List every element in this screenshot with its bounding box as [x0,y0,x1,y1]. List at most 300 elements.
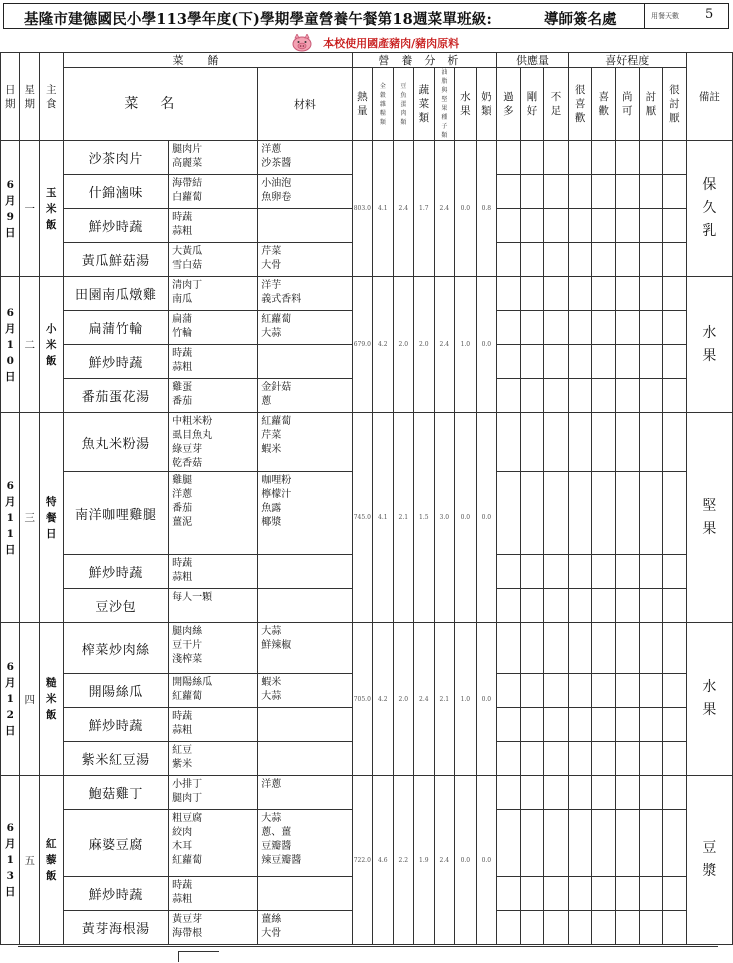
rating-checkbox[interactable] [497,877,521,911]
ingredient: 大蒜 [261,626,282,637]
rating-checkbox[interactable] [592,277,616,311]
col-dish-name: 菜名 [63,68,258,141]
nutrition-protein: 2.0 [393,277,414,413]
rating-checkbox[interactable] [568,911,592,945]
rating-checkbox[interactable] [497,776,521,810]
rating-checkbox[interactable] [592,209,616,243]
rating-checkbox[interactable] [615,379,639,413]
ingredient: 大黃瓜 [172,246,203,257]
nutrition-grains: 4.2 [373,277,394,413]
pork-notice-text: 本校使用國產豬肉/豬肉原料 [323,36,460,50]
ingredients-b [258,277,352,311]
nutrition-calories: 705.0 [352,623,373,776]
rating-checkbox[interactable] [592,413,616,472]
rating-checkbox[interactable] [520,311,544,345]
rating-checkbox[interactable] [639,623,663,674]
rating-checkbox[interactable] [544,708,569,742]
day-remark: 堅 果 [686,413,732,623]
rating-checkbox[interactable] [568,175,592,209]
rating-checkbox[interactable] [639,472,663,555]
rating-checkbox[interactable] [639,243,663,277]
rating-checkbox[interactable] [544,555,569,589]
table-row [1,776,733,810]
ingredient: 洋蔥 [172,489,193,500]
rating-checkbox[interactable] [615,472,639,555]
ingredient: 大蒜 [261,328,282,339]
dish-name: 豆沙包 [63,589,169,623]
rating-checkbox[interactable] [592,877,616,911]
ingredients-a [169,311,258,345]
rating-checkbox[interactable] [568,413,592,472]
ingredients-a [169,877,258,911]
rating-checkbox[interactable] [520,345,544,379]
rating-checkbox[interactable] [615,141,639,175]
col-just-right: 剛 好 [520,68,544,141]
ingredients-b [258,311,352,345]
rating-checkbox[interactable] [663,810,687,877]
rating-checkbox[interactable] [615,345,639,379]
rating-checkbox[interactable] [592,141,616,175]
nutrition-grains: 4.1 [373,141,394,277]
nutrition-oils: 2.4 [434,277,455,413]
rating-checkbox[interactable] [615,555,639,589]
ingredients-b [258,413,352,472]
ingredient: 蒜粗 [172,725,193,736]
table-body [1,53,733,945]
rating-checkbox[interactable] [639,345,663,379]
ingredient: 小排丁 [172,779,203,790]
rating-checkbox[interactable] [568,877,592,911]
ingredients-a [169,674,258,708]
rating-checkbox[interactable] [568,742,592,776]
rating-checkbox[interactable] [592,708,616,742]
rating-checkbox[interactable] [544,810,569,877]
rating-checkbox[interactable] [544,742,569,776]
nutrition-calories: 745.0 [352,413,373,623]
rating-checkbox[interactable] [592,175,616,209]
rating-checkbox[interactable] [592,379,616,413]
rating-checkbox[interactable] [663,623,687,674]
ingredient: 雞腿 [172,475,193,486]
col-fruit: 水 果 [455,68,477,141]
rating-checkbox[interactable] [544,311,569,345]
ingredient: 大蒜 [261,813,282,824]
ingredients-a [169,776,258,810]
rating-checkbox[interactable] [568,623,592,674]
dish-name: 魚丸米粉湯 [63,413,169,472]
ingredient: 腿肉丁 [172,793,203,804]
dish-name: 黃瓜鮮菇湯 [63,243,169,277]
rating-checkbox[interactable] [520,175,544,209]
rating-checkbox[interactable] [520,810,544,877]
rating-checkbox[interactable] [544,413,569,472]
rating-checkbox[interactable] [592,311,616,345]
rating-checkbox[interactable] [663,708,687,742]
ingredient: 蔥 [261,396,272,407]
rating-checkbox[interactable] [497,345,521,379]
rating-checkbox[interactable] [544,911,569,945]
rating-checkbox[interactable] [544,589,569,623]
rating-checkbox[interactable] [544,674,569,708]
ingredient: 每人一顆 [172,592,213,603]
ingredient: 黃豆芽 [172,914,203,925]
rating-checkbox[interactable] [615,810,639,877]
rating-checkbox[interactable] [520,589,544,623]
rating-checkbox[interactable] [592,243,616,277]
ingredient: 蒜粗 [172,572,193,583]
rating-checkbox[interactable] [615,589,639,623]
rating-checkbox[interactable] [615,776,639,810]
ingredient: 蒜粗 [172,894,193,905]
rating-checkbox[interactable] [639,141,663,175]
rating-checkbox[interactable] [663,555,687,589]
rating-checkbox[interactable] [520,776,544,810]
rating-checkbox[interactable] [639,209,663,243]
rating-checkbox[interactable] [592,345,616,379]
rating-checkbox[interactable] [520,243,544,277]
col-not-enough: 不 足 [544,68,569,141]
rating-checkbox[interactable] [639,674,663,708]
rating-checkbox[interactable] [520,413,544,472]
dish-name: 開陽絲瓜 [63,674,169,708]
ingredient: 紅蘿蔔 [172,691,203,702]
ingredients-a [169,141,258,175]
col-calories: 熱 量 [352,68,373,141]
rating-checkbox[interactable] [615,243,639,277]
footer-remnant [18,946,718,963]
ingredient: 大骨 [261,260,282,271]
rating-checkbox[interactable] [663,413,687,472]
nutrition-fruit: 0.0 [455,776,477,945]
ingredients-b [258,345,352,379]
rating-checkbox[interactable] [615,877,639,911]
rating-checkbox[interactable] [497,708,521,742]
rating-checkbox[interactable] [568,589,592,623]
ingredients-a [169,742,258,776]
nutrition-dairy: 0.0 [476,623,497,776]
rating-checkbox[interactable] [592,776,616,810]
rating-checkbox[interactable] [639,877,663,911]
rating-checkbox[interactable] [639,175,663,209]
ingredients-b [258,742,352,776]
table-row [1,413,733,472]
ingredients-a [169,589,258,623]
rating-checkbox[interactable] [497,379,521,413]
rating-checkbox[interactable] [592,742,616,776]
rating-checkbox[interactable] [663,141,687,175]
ingredient: 時蔬 [172,212,193,223]
rating-checkbox[interactable] [497,742,521,776]
rating-checkbox[interactable] [639,776,663,810]
rating-checkbox[interactable] [544,175,569,209]
rating-checkbox[interactable] [639,311,663,345]
rating-checkbox[interactable] [663,311,687,345]
ingredient: 海帶結 [172,178,203,189]
nutrition-oils: 3.0 [434,413,455,623]
rating-checkbox[interactable] [544,141,569,175]
rating-checkbox[interactable] [520,209,544,243]
ingredients-b [258,877,352,911]
ingredients-b [258,708,352,742]
day-staple: 特 餐 日 [39,413,63,623]
dish-name: 鮮炒時蔬 [63,345,169,379]
col-grains: 全 穀 雜 糧 類 [373,68,394,141]
ingredients-b [258,623,352,674]
rating-checkbox[interactable] [592,810,616,877]
ingredient: 薑絲 [261,914,282,925]
ingredient: 洋蔥 [261,144,282,155]
col-date: 日 期 [1,53,20,141]
rating-checkbox[interactable] [615,175,639,209]
col-preference-group: 喜好程度 [568,53,686,68]
nutrition-grains: 4.6 [373,776,394,945]
col-menu-group: 菜餚 [63,53,352,68]
ingredient: 紅蘿蔔 [261,416,292,427]
rating-checkbox[interactable] [568,379,592,413]
rating-checkbox[interactable] [615,911,639,945]
col-staple: 主 食 [39,53,63,141]
header-bar [3,3,729,29]
rating-checkbox[interactable] [520,674,544,708]
ingredient: 海帶根 [172,928,203,939]
ingredient: 大蒜 [261,691,282,702]
table-row [1,623,733,674]
rating-checkbox[interactable] [544,776,569,810]
ingredients-b [258,776,352,810]
ingredient: 白蘿蔔 [172,192,203,203]
col-dairy: 奶 類 [476,68,497,141]
rating-checkbox[interactable] [663,209,687,243]
nutrition-vegetables: 1.7 [414,141,435,277]
nutrition-protein: 2.1 [393,413,414,623]
ingredient: 腿肉絲 [172,626,203,637]
rating-checkbox[interactable] [615,674,639,708]
day-date: 6 月 1 1 日 [1,413,20,623]
ingredients-b [258,555,352,589]
rating-checkbox[interactable] [663,742,687,776]
rating-checkbox[interactable] [497,810,521,877]
rating-checkbox[interactable] [663,345,687,379]
rating-checkbox[interactable] [663,911,687,945]
rating-checkbox[interactable] [520,472,544,555]
rating-checkbox[interactable] [544,345,569,379]
ingredient: 竹輪 [172,328,193,339]
rating-checkbox[interactable] [520,911,544,945]
day-weekday: 四 [20,623,39,776]
nutrition-dairy: 0.0 [476,277,497,413]
dish-name: 鮮炒時蔬 [63,877,169,911]
ingredient: 虱目魚丸 [172,430,213,441]
ingredient: 清肉丁 [172,280,203,291]
day-weekday: 五 [20,776,39,945]
rating-checkbox[interactable] [592,472,616,555]
rating-checkbox[interactable] [520,277,544,311]
rating-checkbox[interactable] [663,175,687,209]
rating-checkbox[interactable] [639,555,663,589]
rating-checkbox[interactable] [663,379,687,413]
rating-checkbox[interactable] [497,555,521,589]
rating-checkbox[interactable] [639,810,663,877]
rating-checkbox[interactable] [568,243,592,277]
rating-checkbox[interactable] [497,589,521,623]
rating-checkbox[interactable] [592,911,616,945]
rating-checkbox[interactable] [497,311,521,345]
rating-checkbox[interactable] [544,877,569,911]
rating-checkbox[interactable] [568,141,592,175]
ingredient: 蒜粗 [172,226,193,237]
col-ingredients: 材料 [258,68,352,141]
rating-checkbox[interactable] [663,277,687,311]
rating-checkbox[interactable] [520,623,544,674]
ingredient: 粗豆腐 [172,813,203,824]
rating-checkbox[interactable] [615,742,639,776]
rating-checkbox[interactable] [568,674,592,708]
ingredient: 絞肉 [172,827,193,838]
rating-checkbox[interactable] [568,708,592,742]
rating-checkbox[interactable] [497,175,521,209]
rating-checkbox[interactable] [663,877,687,911]
ingredients-b [258,674,352,708]
col-love: 很 喜 歡 [568,68,592,141]
dish-name: 鮮炒時蔬 [63,209,169,243]
dish-name: 榨菜炒肉絲 [63,623,169,674]
rating-checkbox[interactable] [639,589,663,623]
ingredient: 椰漿 [261,517,282,528]
rating-checkbox[interactable] [544,277,569,311]
rating-checkbox[interactable] [615,623,639,674]
rating-checkbox[interactable] [568,472,592,555]
footer-bracket [178,951,219,962]
rating-checkbox[interactable] [592,674,616,708]
rating-checkbox[interactable] [497,277,521,311]
rating-checkbox[interactable] [497,911,521,945]
rating-checkbox[interactable] [544,243,569,277]
rating-checkbox[interactable] [663,776,687,810]
dish-name: 鮮炒時蔬 [63,708,169,742]
rating-checkbox[interactable] [663,589,687,623]
nutrition-dairy: 0.8 [476,141,497,277]
ingredient: 開陽絲瓜 [172,677,213,688]
ingredient: 蝦米 [261,677,282,688]
rating-checkbox[interactable] [615,708,639,742]
rating-checkbox[interactable] [615,209,639,243]
ingredient: 蝦米 [261,444,282,455]
ingredients-b [258,141,352,175]
dish-name: 番茄蛋花湯 [63,379,169,413]
rating-checkbox[interactable] [663,243,687,277]
rating-checkbox[interactable] [520,141,544,175]
rating-checkbox[interactable] [520,742,544,776]
ingredients-a [169,277,258,311]
ingredient: 高麗菜 [172,158,203,169]
ingredients-a [169,623,258,674]
nutrition-fruit: 1.0 [455,277,477,413]
rating-checkbox[interactable] [544,472,569,555]
ingredient: 洋芋 [261,280,282,291]
ingredient: 腿肉片 [172,144,203,155]
nutrition-oils: 2.4 [434,776,455,945]
ingredient: 雪白菇 [172,260,203,271]
rating-checkbox[interactable] [592,555,616,589]
dish-name: 黃芽海根湯 [63,911,169,945]
pig-icon [290,34,314,52]
rating-checkbox[interactable] [497,623,521,674]
rating-checkbox[interactable] [544,379,569,413]
ingredient: 木耳 [172,841,193,852]
rating-checkbox[interactable] [544,623,569,674]
rating-checkbox[interactable] [663,674,687,708]
rating-checkbox[interactable] [568,209,592,243]
day-date: 6 月 1 0 日 [1,277,20,413]
rating-checkbox[interactable] [639,708,663,742]
rating-checkbox[interactable] [568,810,592,877]
rating-checkbox[interactable] [568,311,592,345]
rating-checkbox[interactable] [497,209,521,243]
col-supply-group: 供應量 [497,53,569,68]
ingredients-a [169,472,258,555]
rating-checkbox[interactable] [568,277,592,311]
rating-checkbox[interactable] [544,209,569,243]
rating-checkbox[interactable] [568,555,592,589]
rating-checkbox[interactable] [639,379,663,413]
rating-checkbox[interactable] [520,708,544,742]
rating-checkbox[interactable] [592,623,616,674]
ingredients-b [258,243,352,277]
nutrition-vegetables: 1.5 [414,413,435,623]
meal-days-label: 用餐天數 [651,12,679,20]
rating-checkbox[interactable] [497,141,521,175]
ingredient: 沙茶醬 [261,158,292,169]
day-date: 6 月 1 2 日 [1,623,20,776]
day-staple: 小 米 飯 [39,277,63,413]
nutrition-protein: 2.2 [393,776,414,945]
rating-checkbox[interactable] [639,413,663,472]
rating-checkbox[interactable] [497,243,521,277]
rating-checkbox[interactable] [639,742,663,776]
rating-checkbox[interactable] [497,413,521,472]
meal-days-value: 5 [705,7,714,22]
ingredients-a [169,175,258,209]
ingredients-a [169,379,258,413]
rating-checkbox[interactable] [639,911,663,945]
rating-checkbox[interactable] [615,277,639,311]
rating-checkbox[interactable] [615,413,639,472]
rating-checkbox[interactable] [592,589,616,623]
ingredient: 大骨 [261,928,282,939]
rating-checkbox[interactable] [568,345,592,379]
rating-checkbox[interactable] [520,379,544,413]
ingredient: 時蔬 [172,880,193,891]
ingredient: 紅蘿蔔 [261,314,292,325]
rating-checkbox[interactable] [568,776,592,810]
ingredient: 時蔬 [172,558,193,569]
ingredient: 豆瓣醬 [261,841,292,852]
ingredient: 時蔬 [172,711,193,722]
dish-name: 田園南瓜燉雞 [63,277,169,311]
ingredients-b [258,589,352,623]
rating-checkbox[interactable] [497,472,521,555]
ingredients-a [169,345,258,379]
rating-checkbox[interactable] [520,555,544,589]
rating-checkbox[interactable] [639,277,663,311]
ingredient: 檸檬汁 [261,489,292,500]
rating-checkbox[interactable] [663,472,687,555]
ingredients-a [169,708,258,742]
rating-checkbox[interactable] [520,877,544,911]
rating-checkbox[interactable] [615,311,639,345]
nutrition-oils: 2.4 [434,141,455,277]
rating-checkbox[interactable] [497,674,521,708]
